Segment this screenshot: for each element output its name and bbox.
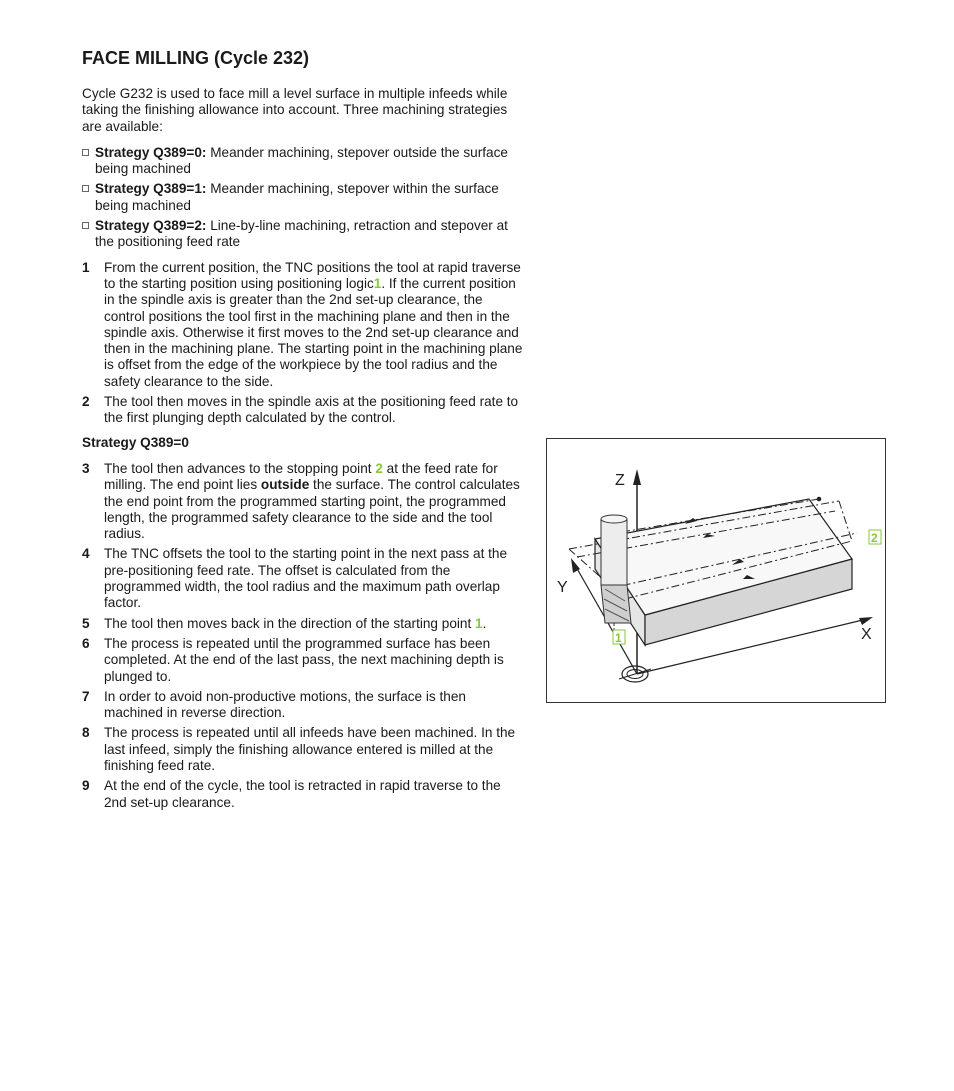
step-item <box>82 616 525 632</box>
strategy-text: Meander machining, stepover outside the surface being machined <box>95 144 508 177</box>
z-axis-label: Z <box>615 472 625 489</box>
step-item <box>82 778 525 811</box>
strategy-item <box>82 218 525 251</box>
step-text: The tool then moves in the spindle axis at the positioning feed rate to the first plunging depth calculated by the control. <box>104 394 519 426</box>
strategy-text: Line-by-line machining, retraction and stepover at the positioning feed rate <box>95 218 508 250</box>
step-item <box>82 725 525 774</box>
point-marker-1-label: 1 <box>615 631 622 645</box>
point-ref: 1 <box>475 615 483 631</box>
step-item <box>82 394 525 427</box>
page-title: FACE MILLING (Cycle 232) <box>82 48 310 68</box>
z-axis-arrow <box>633 469 641 485</box>
strategy-label: Strategy Q389=2: <box>95 218 207 234</box>
step-number: 9 <box>82 778 90 794</box>
x-axis-label: X <box>861 626 872 643</box>
x-axis-arrow <box>859 617 873 625</box>
step-item <box>82 636 525 685</box>
step-number: 6 <box>82 635 90 651</box>
strategy-list <box>82 145 525 251</box>
strategy-label: Strategy Q389=0: <box>95 144 207 160</box>
y-axis-label: Y <box>557 579 568 596</box>
strategy-text: Meander machining, stepover within the surface being machined <box>95 181 499 213</box>
step-text: The TNC offsets the tool to the starting point in the next pass at the pre-positioning feed rate. The offset is calculated from the programmed width, the tool radius and the maximum path overlap factor. <box>104 546 508 611</box>
strategy-item <box>82 145 525 178</box>
diagram-canvas <box>547 439 885 702</box>
path-endpoint <box>817 497 822 502</box>
step-text: . If the current position in the spindle axis is greater than the 2nd set-up clearance, the control positions the tool first in the machining plane and then in the spindle axis. Otherwise it first moves to the 2nd set-up clearance and then in the machining plane. The starting point in the machining plane is offset from the edge of the workpiece by the tool radius and the safety clearance to the side. <box>104 275 523 389</box>
strategy-label: Strategy Q389=1: <box>95 181 207 197</box>
strategy-item <box>82 181 525 214</box>
intro-paragraph: Cycle G232 is used to face mill a level surface in multiple infeeds while taking the finishing allowance into account. Three machining strategies are available: <box>82 86 508 134</box>
step-text: In order to avoid non-productive motions, the surface is then machined in reverse direction. <box>104 688 466 721</box>
point-ref: 1 <box>373 275 382 291</box>
step-text: . <box>482 615 487 631</box>
step-text: The tool then advances to the stopping point <box>104 460 376 476</box>
step-text: The tool then moves back in the direction of the starting point <box>104 615 476 631</box>
steps-list-a <box>82 260 525 427</box>
section-subheading: Strategy Q389=0 <box>82 434 189 450</box>
step-text: At the end of the cycle, the tool is retracted in rapid traverse to the 2nd set-up clearance. <box>104 778 501 810</box>
step-number: 1 <box>82 259 90 275</box>
step-item <box>82 461 525 542</box>
step-number: 8 <box>82 725 90 741</box>
step-item <box>82 546 525 611</box>
emphasis-text: outside <box>260 477 310 493</box>
step-number: 7 <box>82 688 90 704</box>
step-text: the surface. The control calculates the end point from the programmed starting point, the programmed length, the programmed safety clearance to the side and the tool radius. <box>104 477 520 542</box>
milling-tool-icon <box>601 515 631 639</box>
step-item <box>82 260 525 390</box>
step-text: The process is repeated until all infeeds have been machined. In the last infeed, simply the finishing allowance entered is milled at the finishing feed rate. <box>104 725 516 773</box>
point-marker-2-label: 2 <box>871 531 878 545</box>
bullet-square-icon <box>82 185 89 192</box>
step-number: 2 <box>82 394 90 410</box>
step-text: The process is repeated until the programmed surface has been completed. At the end of the last pass, the next machining depth is plunged to. <box>104 635 504 684</box>
step-number: 4 <box>82 546 90 562</box>
step-number: 5 <box>82 615 90 631</box>
step-text: at the feed rate for milling. The end point lies <box>104 460 498 493</box>
point-ref: 2 <box>375 460 383 476</box>
step-item <box>82 689 525 722</box>
text-column <box>82 86 525 819</box>
bullet-square-icon <box>82 222 89 229</box>
steps-list-b <box>82 461 525 811</box>
step-text: From the current position, the TNC positions the tool at rapid traverse to the starting position using positioning logic <box>104 259 521 291</box>
bullet-square-icon <box>82 149 89 156</box>
step-number: 3 <box>82 460 90 476</box>
face-milling-diagram <box>546 438 886 703</box>
